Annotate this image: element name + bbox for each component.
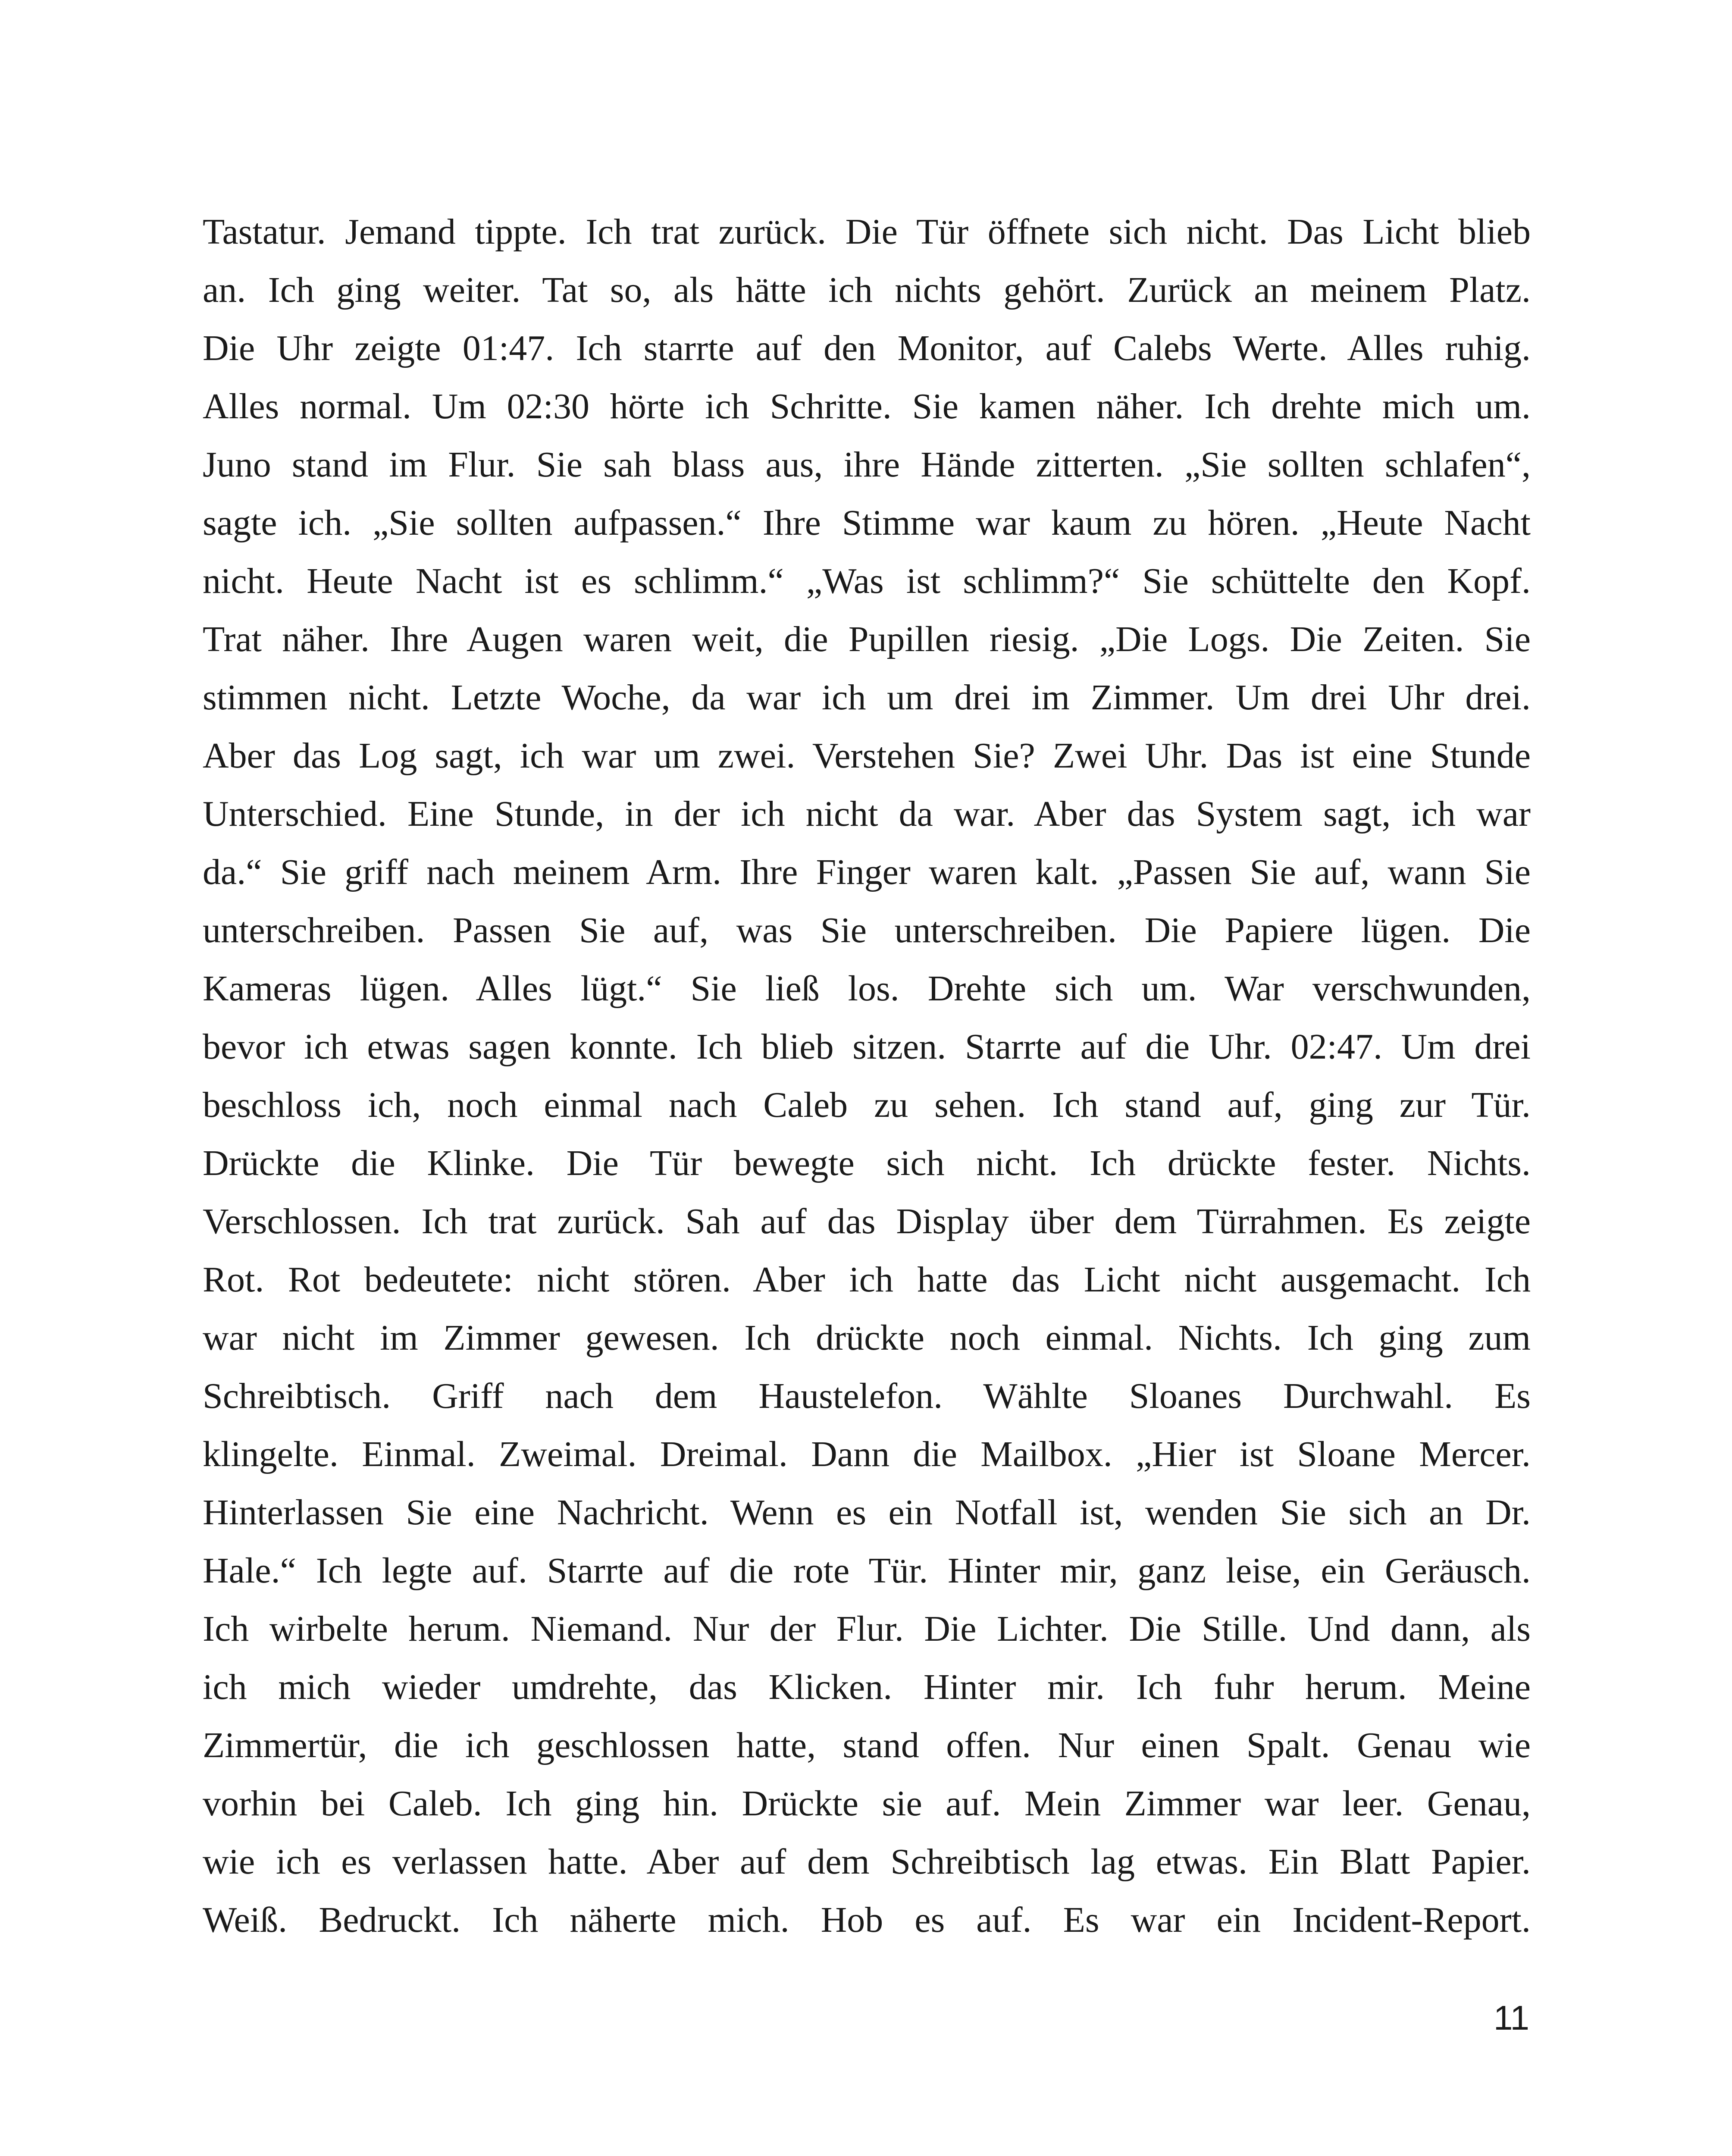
- text-line: Unterschied. Eine Stunde, in der ich nicht da war. Aber das System sagt, ich war: [203, 794, 1531, 834]
- text-line: Hinterlassen Sie eine Nachricht. Wenn es ein Notfall ist, wenden Sie sich an Dr.: [203, 1492, 1531, 1532]
- text-line: Alles normal. Um 02:30 hörte ich Schritte. Sie kamen näher. Ich drehte mich um.: [203, 386, 1531, 426]
- text-line: beschloss ich, noch einmal nach Caleb zu sehen. Ich stand auf, ging zur Tür.: [203, 1085, 1531, 1125]
- text-line: vorhin bei Caleb. Ich ging hin. Drückte sie auf. Mein Zimmer war leer. Genau,: [203, 1783, 1531, 1824]
- text-line: Trat näher. Ihre Augen waren weit, die Pupillen riesig. „Die Logs. Die Zeiten. Sie: [203, 619, 1531, 659]
- body-text: [203, 203, 1531, 1949]
- text-line: war nicht im Zimmer gewesen. Ich drückte noch einmal. Nichts. Ich ging zum: [203, 1318, 1531, 1358]
- text-line: an. Ich ging weiter. Tat so, als hätte ich nichts gehört. Zurück an meinem Platz.: [203, 270, 1531, 310]
- text-line: klingelte. Einmal. Zweimal. Dreimal. Dann die Mailbox. „Hier ist Sloane Mercer.: [203, 1434, 1531, 1474]
- text-line: Kameras lügen. Alles lügt.“ Sie ließ los. Drehte sich um. War verschwunden,: [203, 968, 1531, 1009]
- text-line: stimmen nicht. Letzte Woche, da war ich um drei im Zimmer. Um drei Uhr drei.: [203, 677, 1531, 718]
- page-number: 11: [1493, 1999, 1529, 2037]
- text-line: nicht. Heute Nacht ist es schlimm.“ „Was ist schlimm?“ Sie schüttelte den Kopf.: [203, 561, 1531, 601]
- text-line: bevor ich etwas sagen konnte. Ich blieb sitzen. Starrte auf die Uhr. 02:47. Um drei: [203, 1027, 1531, 1067]
- text-line: wie ich es verlassen hatte. Aber auf dem Schreibtisch lag etwas. Ein Blatt Papier.: [203, 1842, 1531, 1882]
- text-line: Drückte die Klinke. Die Tür bewegte sich nicht. Ich drückte fester. Nichts.: [203, 1143, 1531, 1183]
- text-line: Tastatur. Jemand tippte. Ich trat zurück. Die Tür öffnete sich nicht. Das Licht blieb: [203, 212, 1531, 252]
- text-line: unterschreiben. Passen Sie auf, was Sie unterschreiben. Die Papiere lügen. Die: [203, 910, 1531, 950]
- text-line: Verschlossen. Ich trat zurück. Sah auf das Display über dem Türrahmen. Es zeigte: [203, 1201, 1531, 1241]
- text-line: da.“ Sie griff nach meinem Arm. Ihre Finger waren kalt. „Passen Sie auf, wann Sie: [203, 852, 1531, 892]
- text-line: Aber das Log sagt, ich war um zwei. Verstehen Sie? Zwei Uhr. Das ist eine Stunde: [203, 736, 1531, 776]
- text-line: ich mich wieder umdrehte, das Klicken. Hinter mir. Ich fuhr herum. Meine: [203, 1667, 1531, 1707]
- text-line: sagte ich. „Sie sollten aufpassen.“ Ihre Stimme war kaum zu hören. „Heute Nacht: [203, 503, 1531, 543]
- text-line: Die Uhr zeigte 01:47. Ich starrte auf den Monitor, auf Calebs Werte. Alles ruhig.: [203, 328, 1531, 368]
- text-line: Rot. Rot bedeutete: nicht stören. Aber ich hatte das Licht nicht ausgemacht. Ich: [203, 1260, 1531, 1300]
- text-line: Zimmertür, die ich geschlossen hatte, stand offen. Nur einen Spalt. Genau wie: [203, 1725, 1531, 1765]
- text-line: Hale.“ Ich legte auf. Starrte auf die rote Tür. Hinter mir, ganz leise, ein Geräusch.: [203, 1551, 1531, 1591]
- text-line: Weiß. Bedruckt. Ich näherte mich. Hob es auf. Es war ein Incident-Report.: [203, 1900, 1531, 1940]
- text-line: Juno stand im Flur. Sie sah blass aus, ihre Hände zitterten. „Sie sollten schlafen“,: [203, 445, 1531, 485]
- text-line: Ich wirbelte herum. Niemand. Nur der Flur. Die Lichter. Die Stille. Und dann, als: [203, 1609, 1531, 1649]
- text-line: Schreibtisch. Griff nach dem Haustelefon. Wählte Sloanes Durchwahl. Es: [203, 1376, 1531, 1416]
